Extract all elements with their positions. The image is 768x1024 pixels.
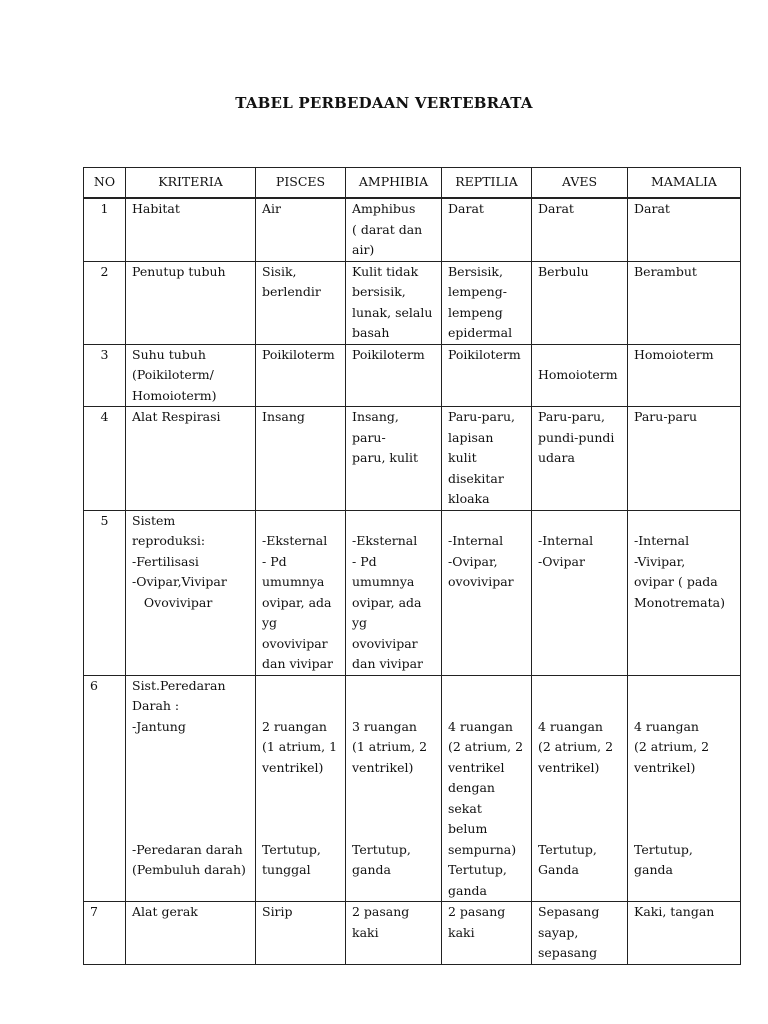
cell-no: 3 xyxy=(84,344,126,407)
cell-text-line: Sist.Peredaran xyxy=(132,677,226,693)
cell-text-line: Kaki, tangan xyxy=(634,904,715,919)
cell-text-line: udara xyxy=(538,450,575,465)
cell-text-line: dan vivipar xyxy=(262,656,334,671)
cell-text-line: ovipar ( pada xyxy=(634,574,718,589)
cell-text-line: ovovivipar xyxy=(448,574,514,589)
cell-text-line: (Poikiloterm/ xyxy=(132,367,214,382)
cell-text-line: ventrikel) xyxy=(352,759,414,775)
cell-text-line: air) xyxy=(352,242,375,257)
cell-text-line: sayap, xyxy=(538,924,579,940)
cell-text-line: Alat gerak xyxy=(132,904,198,919)
table-row xyxy=(84,675,741,902)
cell-text-line: ovipar, ada xyxy=(352,594,422,610)
cell-text-line: (2 atrium, 2 xyxy=(634,739,710,754)
cell-text-line xyxy=(352,696,435,717)
cell-kriteria xyxy=(126,344,256,407)
table-row xyxy=(84,198,741,261)
cell-aves xyxy=(532,344,628,407)
cell-text-line xyxy=(634,778,734,799)
cell-aves xyxy=(532,407,628,511)
cell-text-line: -Ovipar, xyxy=(448,553,498,569)
cell-kriteria xyxy=(126,675,256,902)
cell-no: 7 xyxy=(84,902,126,965)
cell-text-line: - Pd xyxy=(352,553,377,569)
header-aves: AVES xyxy=(532,168,628,199)
cell-text-line xyxy=(352,676,435,697)
cell-text-line xyxy=(448,696,525,717)
header-kriteria: KRITERIA xyxy=(126,168,256,199)
cell-text-line: -Fertilisasi xyxy=(132,553,199,569)
cell-text-line: ventrikel) xyxy=(538,759,600,775)
cell-text-line: Homoioterm) xyxy=(132,387,217,403)
cell-text-line: ovovivipar xyxy=(262,635,328,651)
cell-text-line: Air xyxy=(262,201,282,216)
header-amphibia: AMPHIBIA xyxy=(346,168,442,199)
cell-text-line: Tertutup, xyxy=(352,841,411,857)
cell-text-line: Darat xyxy=(634,201,670,216)
cell-text-line xyxy=(262,819,339,840)
cell-text-line: Bersisik, xyxy=(448,263,503,279)
cell-text-line: Tertutup, xyxy=(538,841,597,857)
cell-text-line: Poikiloterm xyxy=(448,346,521,362)
cell-aves xyxy=(532,198,628,261)
cell-amphibia xyxy=(346,198,442,261)
cell-mamalia xyxy=(628,261,741,344)
cell-text-line: sempurna) xyxy=(448,841,517,857)
cell-amphibia xyxy=(346,261,442,344)
cell-no: 1 xyxy=(84,198,126,261)
cell-text-line xyxy=(262,778,339,799)
cell-mamalia xyxy=(628,344,741,407)
cell-text-line: Darah : xyxy=(132,698,180,713)
cell-text-line: Sistem reproduksi: xyxy=(132,512,206,548)
cell-text-line: pundi-pundi xyxy=(538,429,615,445)
cell-text-line: -Eksternal xyxy=(262,533,328,548)
cell-text-line: Sepasang xyxy=(538,904,600,919)
cell-text-line: -Jantung xyxy=(132,718,186,734)
cell-text-line xyxy=(538,799,621,820)
cell-text-line: 4 ruangan xyxy=(448,718,513,734)
cell-text-line xyxy=(538,778,621,799)
table-header-row xyxy=(84,168,741,199)
cell-text-line: -Internal xyxy=(634,533,690,548)
cell-text-line: (2 atrium, 2 xyxy=(448,739,524,754)
cell-text-line: ventrikel xyxy=(448,759,505,775)
cell-text-line: ganda xyxy=(634,862,673,877)
cell-text-line xyxy=(352,778,435,799)
cell-text-line: Amphibus xyxy=(352,201,416,216)
cell-reptilia xyxy=(442,902,532,965)
cell-text-line: Tertutup, xyxy=(634,841,693,857)
cell-text-line: 2 pasang xyxy=(448,904,506,919)
cell-text-line: Paru-paru, xyxy=(448,409,516,424)
cell-pisces xyxy=(256,407,346,511)
cell-text-line: Insang xyxy=(262,409,305,424)
cell-reptilia xyxy=(442,344,532,407)
cell-text-line xyxy=(538,676,621,697)
cell-text-line: (Pembuluh darah) xyxy=(132,862,246,877)
cell-text-line: Homoioterm xyxy=(634,346,714,362)
cell-text-line: -Internal xyxy=(448,533,504,548)
cell-text-line xyxy=(132,758,249,779)
cell-text-line xyxy=(262,696,339,717)
cell-text-line: lunak, selalu xyxy=(352,304,433,320)
cell-text-line: lapisan kulit xyxy=(448,429,498,465)
vertebrata-table xyxy=(83,167,741,965)
cell-text-line: tunggal xyxy=(262,862,311,877)
cell-text-line: Insang, paru- xyxy=(352,409,403,445)
cell-text-line xyxy=(634,511,734,532)
cell-amphibia xyxy=(346,675,442,902)
cell-text-line: Poikiloterm xyxy=(262,346,335,362)
cell-text-line xyxy=(132,737,249,758)
cell-text-line: kloaka xyxy=(448,491,490,506)
cell-text-line xyxy=(538,696,621,717)
cell-reptilia xyxy=(442,198,532,261)
cell-text-line: kaki xyxy=(352,924,379,940)
cell-amphibia xyxy=(346,902,442,965)
cell-text-line: 3 ruangan xyxy=(352,718,417,734)
cell-mamalia xyxy=(628,902,741,965)
cell-no: 2 xyxy=(84,261,126,344)
cell-text-line: sepasang xyxy=(538,945,598,960)
cell-text-line: Ganda xyxy=(538,862,579,877)
cell-text-line: -Ovipar,Vivipar xyxy=(132,574,227,589)
cell-pisces xyxy=(256,902,346,965)
cell-text-line xyxy=(262,511,339,532)
cell-text-line xyxy=(448,511,525,532)
cell-text-line xyxy=(132,819,249,840)
cell-text-line: Sirip xyxy=(262,904,293,919)
cell-text-line: kaki xyxy=(448,924,475,940)
cell-text-line: disekitar xyxy=(448,470,504,486)
cell-text-line: Penutup tubuh xyxy=(132,263,226,279)
cell-text-line xyxy=(634,696,734,717)
cell-text-line: lempeng xyxy=(448,304,503,320)
cell-no: 4 xyxy=(84,407,126,511)
cell-text-line xyxy=(262,799,339,820)
cell-text-line xyxy=(448,676,525,697)
cell-amphibia xyxy=(346,510,442,675)
cell-text-line: Kulit tidak xyxy=(352,263,419,279)
cell-aves xyxy=(532,675,628,902)
cell-text-line xyxy=(132,799,249,820)
cell-text-line: (1 atrium, 2 xyxy=(352,739,428,754)
cell-text-line: Paru-paru xyxy=(634,409,698,424)
cell-text-line: -Peredaran darah xyxy=(132,841,243,857)
cell-text-line xyxy=(634,799,734,820)
cell-text-line: umumnya xyxy=(262,574,325,589)
cell-text-line: ganda xyxy=(448,882,487,898)
cell-mamalia xyxy=(628,198,741,261)
cell-aves xyxy=(532,510,628,675)
cell-kriteria xyxy=(126,510,256,675)
table-body xyxy=(84,198,741,964)
cell-text-line: Paru-paru, xyxy=(538,409,606,424)
table-row xyxy=(84,510,741,675)
cell-kriteria xyxy=(126,902,256,965)
cell-text-line: paru, kulit xyxy=(352,450,419,465)
cell-text-line: ventrikel) xyxy=(262,759,324,775)
cell-reptilia xyxy=(442,407,532,511)
cell-text-line: 4 ruangan xyxy=(538,718,603,734)
cell-text-line: 4 ruangan xyxy=(634,718,699,734)
header-pisces: PISCES xyxy=(256,168,346,199)
cell-text-line: berlendir xyxy=(262,284,321,299)
cell-aves xyxy=(532,902,628,965)
cell-text-line: (1 atrium, 1 xyxy=(262,739,338,754)
cell-text-line: yg xyxy=(262,615,278,630)
cell-text-line: ovovivipar xyxy=(352,635,418,651)
cell-text-line: ventrikel) xyxy=(634,759,696,775)
cell-text-line: Darat xyxy=(448,201,484,216)
cell-text-line: Berambut xyxy=(634,263,697,279)
cell-text-line: (2 atrium, 2 xyxy=(538,739,614,754)
cell-text-line xyxy=(352,799,435,820)
cell-text-line: 2 ruangan xyxy=(262,718,327,734)
cell-pisces xyxy=(256,198,346,261)
cell-kriteria xyxy=(126,198,256,261)
cell-kriteria xyxy=(126,261,256,344)
cell-text-line: -Eksternal xyxy=(352,533,418,548)
cell-text-line: Sisik, xyxy=(262,263,297,279)
cell-text-line: Tertutup, xyxy=(262,841,321,857)
cell-text-line: Monotremata) xyxy=(634,594,725,610)
table-row xyxy=(84,344,741,407)
cell-pisces xyxy=(256,510,346,675)
cell-pisces xyxy=(256,675,346,902)
cell-aves xyxy=(532,261,628,344)
cell-text-line: 2 pasang xyxy=(352,904,410,919)
cell-mamalia xyxy=(628,510,741,675)
cell-text-line xyxy=(352,511,435,532)
cell-no: 6 xyxy=(84,675,126,902)
page-title: TABEL PERBEDAAN VERTEBRATA xyxy=(235,94,533,112)
table-row xyxy=(84,407,741,511)
cell-text-line: yg xyxy=(352,615,368,630)
cell-text-line: ganda xyxy=(352,862,391,877)
cell-reptilia xyxy=(442,261,532,344)
cell-mamalia xyxy=(628,675,741,902)
cell-text-line: basah xyxy=(352,325,390,340)
cell-text-line xyxy=(132,778,249,799)
cell-text-line: lempeng- xyxy=(448,284,507,299)
cell-amphibia xyxy=(346,407,442,511)
cell-text-line: Alat Respirasi xyxy=(132,409,221,424)
cell-text-line xyxy=(634,676,734,697)
cell-pisces xyxy=(256,261,346,344)
cell-text-line: Poikiloterm xyxy=(352,346,425,362)
cell-text-line: epidermal xyxy=(448,325,513,340)
cell-text-line: ( darat dan xyxy=(352,221,423,237)
cell-text-line xyxy=(352,819,435,840)
header-no: NO xyxy=(84,168,126,199)
cell-mamalia xyxy=(628,407,741,511)
cell-text-line: Habitat xyxy=(132,201,180,216)
cell-text-line: ovipar, ada xyxy=(262,594,332,610)
cell-text-line: sekat belum xyxy=(448,800,488,836)
cell-pisces xyxy=(256,344,346,407)
cell-text-line: Suhu tubuh xyxy=(132,346,206,362)
table-row xyxy=(84,902,741,965)
header-reptilia: REPTILIA xyxy=(442,168,532,199)
cell-no: 5 xyxy=(84,510,126,675)
cell-text-line: - Pd xyxy=(262,553,287,569)
cell-text-line xyxy=(262,676,339,697)
cell-text-line xyxy=(538,511,621,532)
cell-reptilia xyxy=(442,510,532,675)
cell-text-line: -Ovipar xyxy=(538,553,585,569)
cell-text-line xyxy=(634,819,734,840)
header-mamalia: MAMALIA xyxy=(628,168,741,199)
cell-text-line: Darat xyxy=(538,201,574,216)
cell-text-line: Tertutup, xyxy=(448,862,507,877)
cell-reptilia xyxy=(442,675,532,902)
table-row xyxy=(84,261,741,344)
cell-text-line: Berbulu xyxy=(538,263,589,279)
cell-text-line: umumnya xyxy=(352,574,415,589)
cell-amphibia xyxy=(346,344,442,407)
cell-text-line xyxy=(538,819,621,840)
cell-kriteria xyxy=(126,407,256,511)
cell-text-line: -Vivipar, xyxy=(634,553,686,569)
cell-text-line: dengan xyxy=(448,780,495,795)
cell-text-line: bersisik, xyxy=(352,284,406,299)
cell-text-line: dan vivipar xyxy=(352,656,424,671)
cell-text-line: -Internal xyxy=(538,533,594,548)
cell-text-line: Homoioterm xyxy=(538,346,618,382)
cell-text-line: Ovovivipar xyxy=(132,594,213,610)
